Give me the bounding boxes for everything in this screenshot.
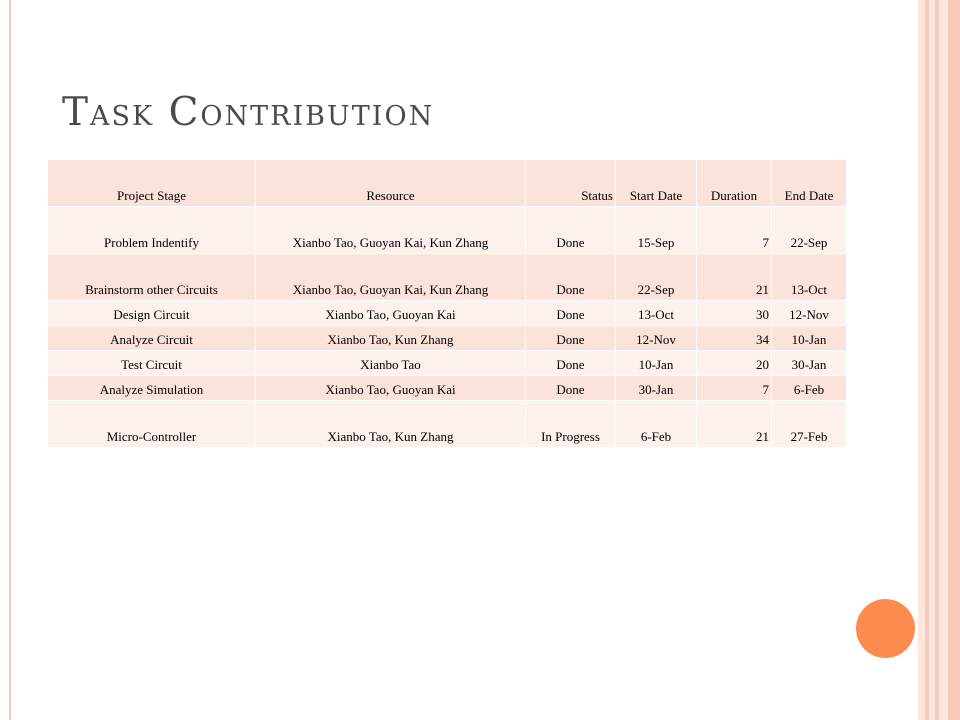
cell-resource: Xianbo Tao, Kun Zhang	[256, 326, 526, 351]
table-row	[48, 254, 847, 301]
cell-resource: Xianbo Tao, Guoyan Kai, Kun Zhang	[256, 207, 526, 254]
cell-end-date: 30-Jan	[772, 351, 847, 376]
header-start-date: Start Date	[616, 160, 697, 207]
cell-project-stage: Problem Indentify	[48, 207, 256, 254]
cell-duration: 34	[697, 326, 772, 351]
cell-resource: Xianbo Tao, Guoyan Kai	[256, 301, 526, 326]
orange-circle-decoration	[856, 599, 915, 658]
cell-start-date: 10-Jan	[616, 351, 697, 376]
left-border-line	[9, 0, 11, 720]
cell-status: Done	[526, 376, 616, 401]
cell-status: In Progress	[526, 401, 616, 448]
cell-resource: Xianbo Tao	[256, 351, 526, 376]
cell-duration: 20	[697, 351, 772, 376]
cell-start-date: 30-Jan	[616, 376, 697, 401]
cell-end-date: 10-Jan	[772, 326, 847, 351]
header-status: Status	[526, 160, 616, 207]
table-header-row	[48, 160, 847, 207]
cell-project-stage: Micro-Controller	[48, 401, 256, 448]
slide-title: Task Contribution	[62, 90, 435, 135]
header-project-stage: Project Stage	[48, 160, 256, 207]
cell-status: Done	[526, 301, 616, 326]
cell-start-date: 13-Oct	[616, 301, 697, 326]
header-resource: Resource	[256, 160, 526, 207]
table-row	[48, 376, 847, 401]
cell-resource: Xianbo Tao, Guoyan Kai	[256, 376, 526, 401]
cell-end-date: 22-Sep	[772, 207, 847, 254]
cell-start-date: 22-Sep	[616, 254, 697, 301]
cell-project-stage: Brainstorm other Circuits	[48, 254, 256, 301]
cell-duration: 21	[697, 254, 772, 301]
table-row	[48, 351, 847, 376]
cell-end-date: 27-Feb	[772, 401, 847, 448]
cell-end-date: 6-Feb	[772, 376, 847, 401]
table-row	[48, 401, 847, 448]
cell-project-stage: Design Circuit	[48, 301, 256, 326]
cell-status: Done	[526, 326, 616, 351]
cell-project-stage: Test Circuit	[48, 351, 256, 376]
table-row	[48, 326, 847, 351]
task-table	[48, 160, 847, 448]
cell-project-stage: Analyze Circuit	[48, 326, 256, 351]
cell-start-date: 15-Sep	[616, 207, 697, 254]
cell-duration: 30	[697, 301, 772, 326]
cell-status: Done	[526, 351, 616, 376]
cell-project-stage: Analyze Simulation	[48, 376, 256, 401]
cell-duration: 21	[697, 401, 772, 448]
right-stripe-5	[939, 0, 948, 720]
cell-start-date: 12-Nov	[616, 326, 697, 351]
cell-resource: Xianbo Tao, Guoyan Kai, Kun Zhang	[256, 254, 526, 301]
cell-duration: 7	[697, 207, 772, 254]
cell-resource: Xianbo Tao, Kun Zhang	[256, 401, 526, 448]
cell-end-date: 12-Nov	[772, 301, 847, 326]
cell-end-date: 13-Oct	[772, 254, 847, 301]
table-row	[48, 301, 847, 326]
header-duration: Duration	[697, 160, 772, 207]
header-end-date: End Date	[772, 160, 847, 207]
cell-start-date: 6-Feb	[616, 401, 697, 448]
cell-status: Done	[526, 254, 616, 301]
table-row	[48, 207, 847, 254]
cell-status: Done	[526, 207, 616, 254]
right-stripe-6	[948, 0, 960, 720]
right-stripe-1	[918, 0, 925, 720]
cell-duration: 7	[697, 376, 772, 401]
